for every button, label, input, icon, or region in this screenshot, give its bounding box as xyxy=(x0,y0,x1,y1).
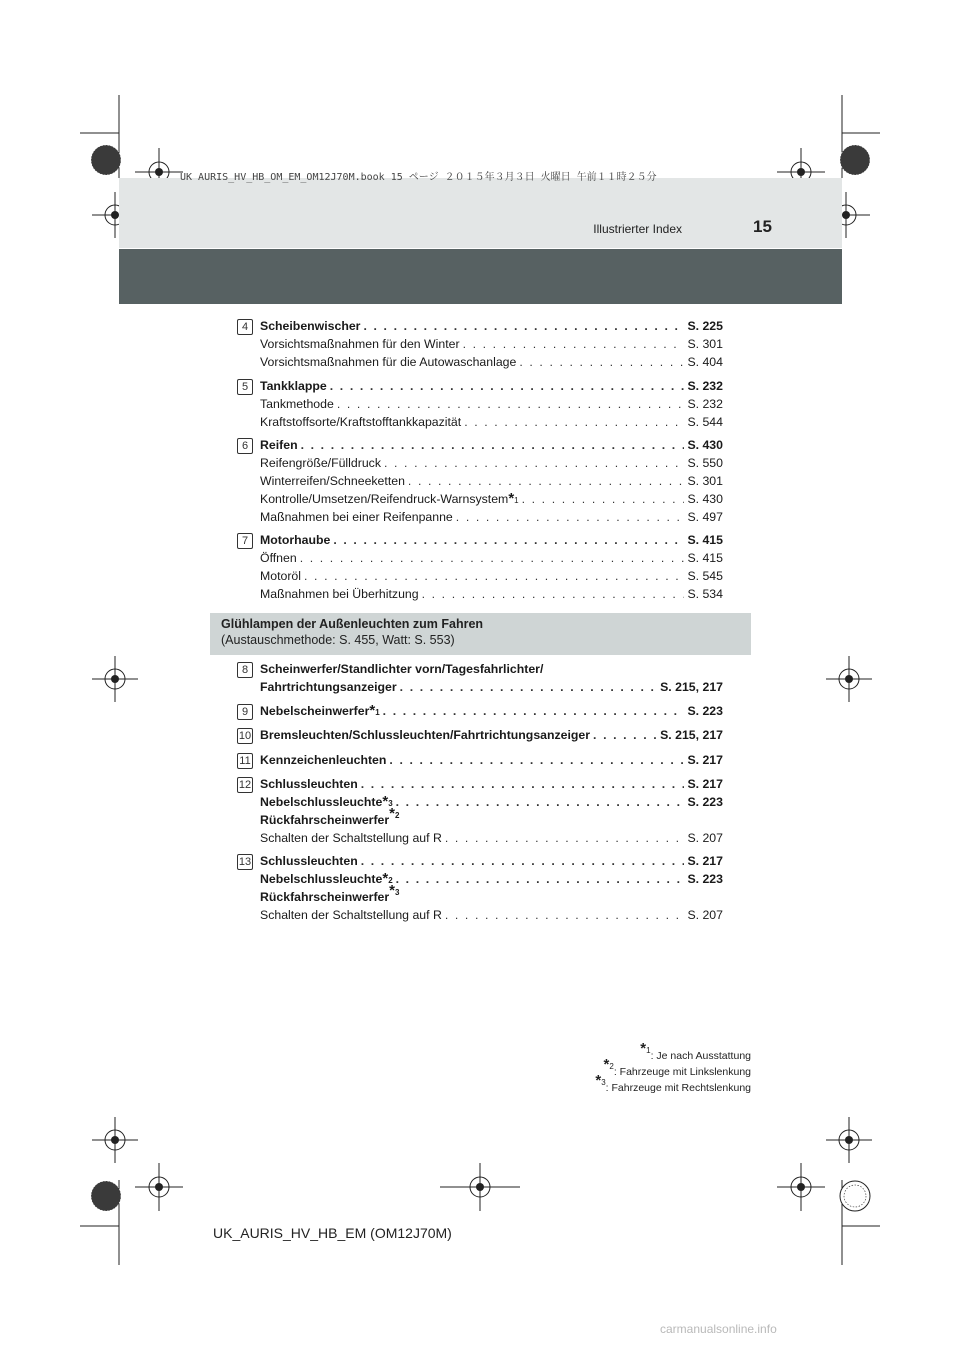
index-heading xyxy=(260,532,723,549)
book-stamp: UK AURIS_HV_HB_OM_EM_OM12J70M.book 15 ページ ２０１５年３月３日 火曜日 午前１１時２５分 xyxy=(180,172,657,183)
page-reference[interactable]: S. 217 xyxy=(687,777,723,791)
index-heading xyxy=(260,727,723,744)
watermark: carmanualsonline.info xyxy=(660,1322,777,1336)
dot-leader xyxy=(330,378,685,395)
entry-text: Maßnahmen bei Überhitzung xyxy=(260,587,419,601)
page-reference[interactable]: S. 550 xyxy=(687,456,723,470)
section-title: Illustrierter Index xyxy=(593,222,682,236)
index-heading xyxy=(260,794,723,811)
page-reference[interactable]: S. 223 xyxy=(687,704,723,718)
page-number: 15 xyxy=(753,217,772,236)
footer-code: UK_AURIS_HV_HB_EM (OM12J70M) xyxy=(213,1225,452,1241)
footnote-ref: *3 xyxy=(389,882,400,899)
footnote-ref: *1 xyxy=(369,702,380,719)
lamp-section-subtitle: (Austauschmethode: S. 455, Watt: S. 553) xyxy=(221,633,455,647)
index-subentry xyxy=(260,907,723,924)
page-reference[interactable]: S. 415 xyxy=(687,551,723,565)
entry-text: Schlussleuchten xyxy=(260,854,358,868)
index-heading xyxy=(260,752,723,769)
footnote-ref: *3 xyxy=(382,793,393,810)
index-heading xyxy=(260,378,723,395)
entry-text: Fahrtrichtungsanzeiger xyxy=(260,680,397,694)
entry-text: Reifen xyxy=(260,438,298,452)
page-reference[interactable]: S. 232 xyxy=(687,379,723,393)
dot-leader xyxy=(400,679,657,696)
entry-text: Rückfahrscheinwerfer xyxy=(260,813,390,827)
callout-marker: 12 xyxy=(238,779,252,791)
page-reference[interactable]: S. 430 xyxy=(687,438,723,452)
dot-leader xyxy=(337,396,685,413)
footnote-item: $^{*3}$: Fahrzeuge mit Rechtslenkung xyxy=(595,1072,751,1094)
header-band-dark xyxy=(119,249,842,304)
page-reference[interactable]: S. 223 xyxy=(687,795,723,809)
callout-marker: 7 xyxy=(237,533,253,549)
dot-leader xyxy=(384,455,684,472)
index-heading xyxy=(260,679,723,696)
rosette-marks xyxy=(91,145,870,1211)
entry-text: Nebelschlussleuchte xyxy=(260,872,383,886)
page-reference[interactable]: S. 217 xyxy=(687,854,723,868)
page-reference[interactable]: S. 404 xyxy=(687,355,723,369)
dot-leader xyxy=(464,414,684,431)
index-heading xyxy=(260,661,723,678)
index-subentry xyxy=(260,550,723,567)
page-reference[interactable]: S. 207 xyxy=(687,908,723,922)
entry-text: Tankmethode xyxy=(260,397,334,411)
dot-leader xyxy=(301,437,685,454)
callout-marker: 11 xyxy=(237,753,253,769)
callout-marker: 13 xyxy=(238,856,252,868)
dot-leader xyxy=(396,794,685,811)
page-reference[interactable]: S. 301 xyxy=(687,337,723,351)
dot-leader xyxy=(304,568,684,585)
page-reference[interactable]: S. 207 xyxy=(687,831,723,845)
dot-leader xyxy=(445,830,685,847)
entry-text: Vorsichtsmaßnahmen für den Winter xyxy=(260,337,460,351)
entry-text: Maßnahmen bei einer Reifenpanne xyxy=(260,510,453,524)
index-subentry xyxy=(260,830,723,847)
entry-text: Schalten der Schaltstellung auf R xyxy=(260,908,442,922)
page-reference[interactable]: S. 217 xyxy=(687,753,723,767)
dot-leader xyxy=(300,550,685,567)
dot-leader xyxy=(445,907,685,924)
index-subentry xyxy=(260,586,723,603)
entry-text: Reifengröße/Fülldruck xyxy=(260,456,381,470)
dot-leader xyxy=(519,354,684,371)
callout-marker: 8 xyxy=(237,662,253,678)
dot-leader xyxy=(408,473,685,490)
entry-text: Rückfahrscheinwerfer xyxy=(260,890,390,904)
footnotes xyxy=(595,1040,751,1096)
footnote-item: $^{*2}$: Fahrzeuge mit Linkslenkung xyxy=(603,1056,751,1078)
footnote-ref: *1 xyxy=(508,490,519,507)
page-reference[interactable]: S. 301 xyxy=(687,474,723,488)
dot-leader xyxy=(522,491,685,508)
index-heading xyxy=(260,703,723,720)
page-reference[interactable]: S. 223 xyxy=(687,872,723,886)
dot-leader xyxy=(456,509,685,526)
footnote-item: $^{*1}$: Je nach Ausstattung xyxy=(640,1040,751,1062)
index-subentry xyxy=(260,354,723,371)
dot-leader xyxy=(593,727,657,744)
index-heading xyxy=(260,882,723,906)
page-reference[interactable]: S. 534 xyxy=(687,587,723,601)
dot-leader xyxy=(361,853,685,870)
callout-marker: 6 xyxy=(237,438,253,454)
entry-text: Winterreifen/Schneeketten xyxy=(260,474,405,488)
index-heading xyxy=(260,871,723,888)
index-heading xyxy=(260,776,723,793)
page-reference[interactable]: S. 545 xyxy=(687,569,723,583)
entry-text: Tankklappe xyxy=(260,379,327,393)
page-reference[interactable]: S. 232 xyxy=(687,397,723,411)
index-heading xyxy=(260,318,723,335)
index-subentry xyxy=(260,509,723,526)
page-reference[interactable]: S. 215, 217 xyxy=(660,728,723,742)
index-subentry xyxy=(260,568,723,585)
page-reference[interactable]: S. 544 xyxy=(687,415,723,429)
dot-leader xyxy=(333,532,684,549)
entry-text: Vorsichtsmaßnahmen für die Autowaschanlage xyxy=(260,355,517,369)
footnote-ref: *2 xyxy=(389,805,400,822)
entry-text: Kennzeichenleuchten xyxy=(260,753,387,767)
page-reference[interactable]: S. 415 xyxy=(687,533,723,547)
entry-text: Öffnen xyxy=(260,551,297,565)
entry-text: Scheibenwischer xyxy=(260,319,361,333)
index-heading xyxy=(260,437,723,454)
footnote-ref: *2 xyxy=(382,870,393,887)
entry-text: Motoröl xyxy=(260,569,302,583)
dot-leader xyxy=(463,336,685,353)
entry-text: Nebelschlussleuchte xyxy=(260,795,383,809)
entry-text: Bremsleuchten/Schlussleuchten/Fahrtrichtungsanzeiger xyxy=(260,728,591,742)
entry-text: Scheinwerfer/Standlichter vorn/Tagesfahrlichter/ xyxy=(260,662,544,676)
page-reference[interactable]: S. 225 xyxy=(687,319,723,333)
callout-marker: 10 xyxy=(238,730,252,742)
lamp-section-title: Glühlampen der Außenleuchten zum Fahren xyxy=(221,617,484,631)
index-heading xyxy=(260,853,723,870)
index-subentry xyxy=(260,473,723,490)
entry-text: Schalten der Schaltstellung auf R xyxy=(260,831,442,845)
dot-leader xyxy=(363,318,684,335)
index-subentry xyxy=(260,336,723,353)
entry-text: Motorhaube xyxy=(260,533,331,547)
index-subentry xyxy=(260,491,723,508)
index-subentry xyxy=(260,455,723,472)
index-subentry xyxy=(260,414,723,431)
dot-leader xyxy=(389,752,684,769)
dot-leader xyxy=(361,776,685,793)
dot-leader xyxy=(396,871,685,888)
entry-text: Schlussleuchten xyxy=(260,777,358,791)
callout-marker: 4 xyxy=(237,319,253,335)
header-band-light xyxy=(119,178,842,248)
page-reference[interactable]: S. 430 xyxy=(687,492,723,506)
dot-leader xyxy=(422,586,685,603)
dot-leader xyxy=(383,703,685,720)
index-subentry xyxy=(260,396,723,413)
page-reference[interactable]: S. 497 xyxy=(687,510,723,524)
callout-marker: 5 xyxy=(237,379,253,395)
entry-text: Nebelscheinwerfer xyxy=(260,704,370,718)
callout-marker: 9 xyxy=(237,704,253,720)
entry-text: Kontrolle/Umsetzen/Reifendruck-Warnsystem xyxy=(260,492,509,506)
index-heading xyxy=(260,805,723,829)
entry-text: Kraftstoffsorte/Kraftstofftankkapazität xyxy=(260,415,462,429)
page-reference[interactable]: S. 215, 217 xyxy=(660,680,723,694)
